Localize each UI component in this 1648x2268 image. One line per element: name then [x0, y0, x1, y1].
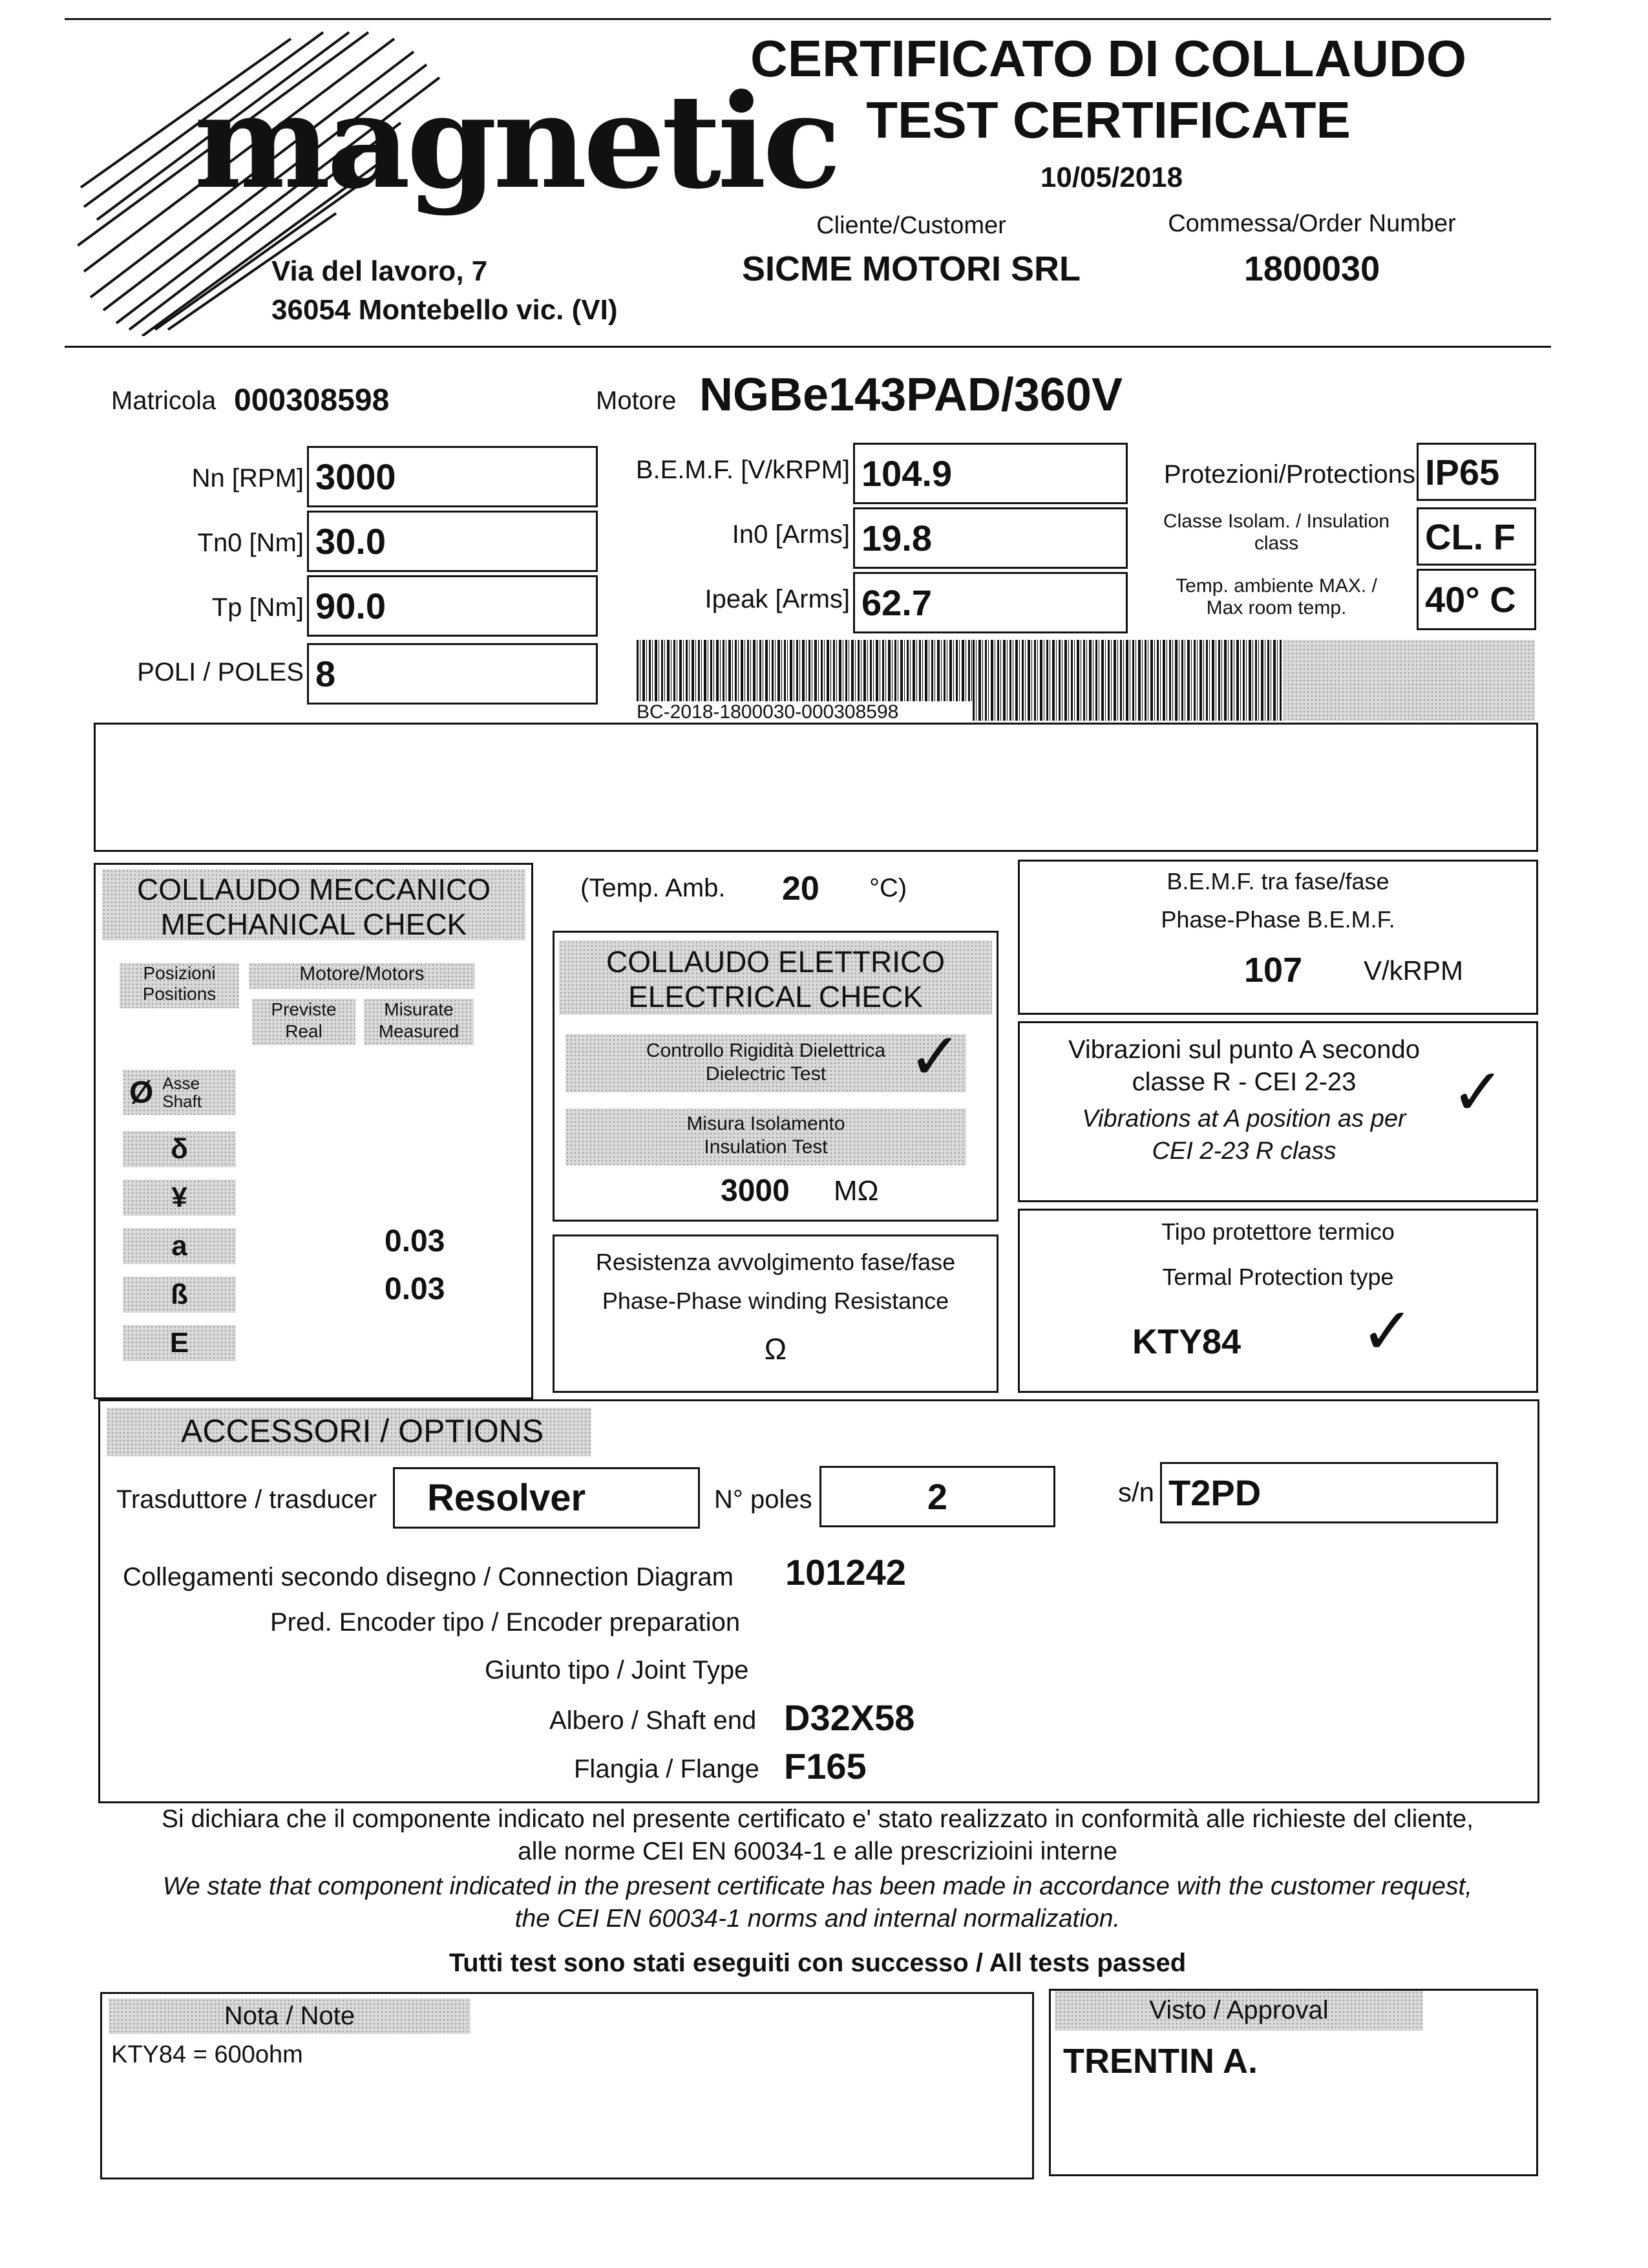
mechanical-title-it: COLLAUDO MECCANICO [137, 873, 491, 906]
electrical-check-title [559, 940, 992, 1015]
vibration-check-icon: ✓ [1451, 1054, 1505, 1130]
declaration-en-line2: the CEI EN 60034-1 norms and internal normalization. [514, 1905, 1121, 1933]
poles-label: POLI / POLES [137, 658, 304, 686]
title-english: TEST CERTIFICATE [866, 91, 1351, 149]
insulation-test-en: Insulation Test [704, 1136, 828, 1158]
title-italian: CERTIFICATO DI COLLAUDO [750, 30, 1467, 87]
transducer-sn-value: T2PD [1168, 1472, 1262, 1513]
insulation-class-field [1417, 507, 1536, 566]
expected-header-it: Previste [271, 999, 337, 1019]
tp-label: Tp [Nm] [211, 593, 304, 622]
barcode-shaded-area [973, 640, 1535, 721]
transducer-poles-field [819, 1466, 1055, 1527]
company-address-line2: 36054 Montebello vic. (VI) [271, 294, 618, 326]
phase-bemf-en: Phase-Phase B.E.M.F. [1161, 906, 1395, 933]
bemf-label: B.E.M.F. [V/kRPM] [635, 456, 850, 484]
header-bottom-rule [65, 346, 1551, 348]
bemf-field [853, 443, 1128, 504]
approval-title: Visto / Approval [1055, 1991, 1423, 2031]
order-number-label: Commessa/Order Number [1168, 210, 1456, 237]
measured-header-it: Misurate [384, 999, 454, 1019]
serial-label: Matricola [111, 387, 217, 415]
tp-value: 90.0 [315, 586, 386, 626]
motors-header: Motore/Motors [249, 963, 475, 989]
insulation-test-it: Misura Isolamento [686, 1113, 845, 1134]
motor-model-value: NGBe143PAD/360V [699, 369, 1123, 421]
ambient-temp-unit: °C) [869, 874, 907, 902]
poles-field [307, 643, 598, 705]
barcode-text: BC-2018-1800030-000308598 [637, 701, 902, 723]
shaft-label [162, 1074, 202, 1110]
bemf-value: 104.9 [861, 453, 953, 494]
winding-resistance-it: Resistenza avvolgimento fase/fase [595, 1249, 956, 1275]
thermal-protection-value: KTY84 [1132, 1322, 1241, 1361]
accessories-box [98, 1399, 1539, 1803]
position-row-beta [123, 1277, 236, 1313]
customer-value: SICME MOTORI SRL [741, 249, 1081, 288]
temp-label-line2: Max room temp. [1206, 597, 1347, 619]
shaft-end-value: D32X58 [784, 1697, 915, 1738]
a-measured-value: 0.03 [385, 1224, 445, 1258]
ambient-temp-value: 20 [782, 870, 819, 907]
declaration-en-line1: We state that component indicated in the present certificate has been made in accordance with the customer request, [162, 1872, 1473, 1900]
electrical-title-en: ELECTRICAL CHECK [628, 980, 923, 1013]
measured-header-en: Measured [378, 1021, 460, 1041]
nn-rpm-value: 3000 [315, 456, 396, 497]
encoder-preparation-label: Pred. Encoder tipo / Encoder preparation [270, 1608, 741, 1637]
yen-symbol: ¥ [171, 1182, 187, 1213]
position-row-shaft [123, 1070, 236, 1115]
vibration-it-line2: classe R - CEI 2-23 [1132, 1068, 1357, 1096]
insulation-label-line2: class [1254, 533, 1299, 554]
transducer-poles-value: 2 [927, 1476, 948, 1517]
insulation-label [1137, 511, 1415, 555]
phase-bemf-it: B.E.M.F. tra fase/fase [1167, 868, 1389, 895]
accessories-title: ACCESSORI / OPTIONS [107, 1408, 591, 1456]
approval-name: TRENTIN A. [1063, 2042, 1258, 2081]
top-rule [65, 18, 1551, 20]
serial-value: 000308598 [234, 383, 390, 418]
beta-symbol: ß [171, 1278, 188, 1310]
insulation-label-line1: Classe Isolam. / Insulation [1163, 511, 1390, 532]
position-row-delta [123, 1131, 236, 1167]
max-temp-field [1417, 569, 1536, 630]
vibration-it-line1: Vibrazioni sul punto A secondo [1068, 1035, 1421, 1064]
insulation-test-unit: MΩ [834, 1175, 879, 1207]
company-address-line1: Via del lavoro, 7 [271, 255, 488, 287]
transducer-sn-label: s/n [1118, 1477, 1155, 1507]
all-tests-passed: Tutti test sono stati eseguiti con successo / All tests passed [449, 1949, 1187, 1977]
phase-bemf-unit: V/kRPM [1364, 955, 1464, 986]
logo-text: magnetic [194, 66, 838, 218]
mechanical-title-en: MECHANICAL CHECK [160, 907, 467, 941]
beta-measured-value: 0.03 [385, 1272, 445, 1306]
tn0-label: Tn0 [Nm] [197, 529, 304, 557]
tp-field [307, 575, 598, 637]
certificate-date: 10/05/2018 [1040, 162, 1183, 193]
flange-label: Flangia / Flange [574, 1755, 759, 1783]
insulation-test-value: 3000 [721, 1174, 790, 1208]
vibration-en-line1: Vibrations at A position as per [1082, 1105, 1406, 1132]
phase-bemf-value: 107 [1244, 951, 1303, 990]
nn-rpm-label: Nn [RPM] [191, 464, 304, 493]
temp-label [1137, 575, 1415, 619]
positions-header-en: Positions [142, 984, 217, 1004]
connection-diagram-value: 101242 [785, 1552, 906, 1593]
winding-resistance-en: Phase-Phase winding Resistance [602, 1288, 949, 1314]
e-symbol: E [169, 1327, 189, 1359]
barcode-extension [973, 640, 1283, 721]
insulation-class-value: CL. F [1425, 516, 1516, 557]
shaft-symbol: Ø [129, 1075, 154, 1110]
poles-value: 8 [315, 653, 336, 694]
shaft-label-it: Asse [162, 1074, 200, 1093]
electrical-title-it: COLLAUDO ELETTRICO [606, 945, 945, 979]
customer-label: Cliente/Customer [816, 212, 1006, 239]
mechanical-check-title [102, 869, 525, 940]
ipeak-field [853, 572, 1128, 633]
expected-header-en: Real [285, 1021, 322, 1041]
dielectric-test-it: Controllo Rigidità Dielettrica [646, 1040, 886, 1061]
remarks-box [94, 723, 1538, 852]
connection-diagram-label: Collegamenti secondo disegno / Connection Diagram [123, 1563, 734, 1591]
dielectric-check-icon: ✓ [908, 1019, 962, 1094]
position-row-a [123, 1228, 236, 1264]
in0-label: In0 [Arms] [732, 520, 850, 549]
transducer-value: Resolver [427, 1477, 586, 1519]
declaration-it-line2: alle norme CEI EN 60034-1 e alle prescrizioini interne [518, 1838, 1117, 1865]
a-symbol: a [171, 1230, 187, 1262]
expected-header [252, 999, 355, 1045]
flange-value: F165 [784, 1746, 867, 1786]
shaft-end-label: Albero / Shaft end [549, 1706, 757, 1735]
ipeak-label: Ipeak [Arms] [704, 585, 850, 613]
dielectric-test-row [565, 1034, 966, 1092]
delta-symbol: δ [171, 1133, 188, 1165]
barcode [637, 640, 973, 701]
vibration-en-line2: CEI 2-23 R class [1152, 1138, 1336, 1165]
note-text: KTY84 = 600ohm [111, 2041, 303, 2068]
transducer-sn-field [1160, 1462, 1498, 1523]
ambient-temp-prefix: (Temp. Amb. [580, 874, 726, 902]
transducer-poles-label: N° poles [714, 1485, 812, 1514]
positions-header [120, 963, 239, 1008]
max-temp-value: 40° C [1425, 579, 1516, 620]
ipeak-value: 62.7 [861, 582, 932, 623]
nn-rpm-field [307, 446, 598, 507]
shaft-label-en: Shaft [162, 1092, 202, 1111]
order-number-value: 1800030 [1243, 249, 1380, 288]
declaration-it-line1: Si dichiara che il componente indicato nel presente certificato e' stato realizzato in conformità alle richieste del cliente, [161, 1805, 1474, 1833]
winding-resistance-unit: Ω [764, 1332, 787, 1366]
temp-label-line1: Temp. ambiente MAX. / [1176, 575, 1377, 597]
tn0-value: 30.0 [315, 521, 386, 562]
thermal-protection-en: Termal Protection type [1162, 1264, 1394, 1290]
thermal-check-icon: ✓ [1360, 1293, 1415, 1369]
protections-field [1417, 443, 1536, 501]
joint-type-label: Giunto tipo / Joint Type [485, 1656, 749, 1684]
protections-value: IP65 [1425, 451, 1500, 493]
position-row-e [123, 1325, 236, 1361]
positions-header-it: Posizioni [143, 963, 216, 983]
tn0-field [307, 511, 598, 572]
motor-model-label: Motore [596, 387, 677, 415]
dielectric-test-en: Dielectric Test [705, 1063, 827, 1085]
measured-header [364, 999, 474, 1045]
insulation-test-row [565, 1108, 966, 1165]
thermal-protection-it: Tipo protettore termico [1161, 1218, 1395, 1245]
in0-field [853, 507, 1128, 569]
protections-label: Protezioni/Protections [1163, 460, 1415, 489]
transducer-label: Trasduttore / trasducer [116, 1485, 377, 1514]
in0-value: 19.8 [861, 518, 932, 558]
position-row-yen [123, 1180, 236, 1216]
transducer-field [393, 1467, 700, 1529]
note-title: Nota / Note [109, 1998, 470, 2034]
